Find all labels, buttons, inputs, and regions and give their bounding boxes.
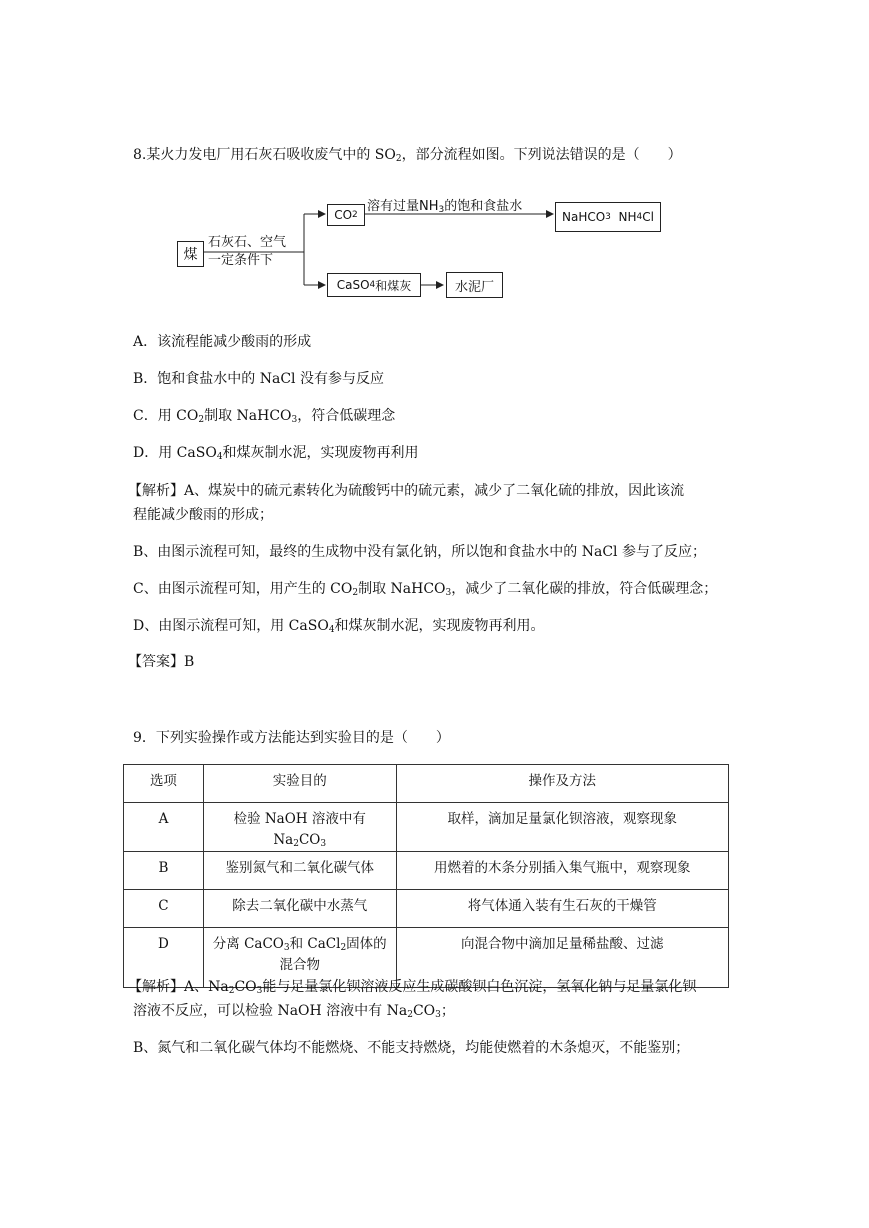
table-header-row <box>124 765 729 803</box>
product-box: NaHCO 3 NH 4 Cl <box>555 202 661 232</box>
flow-arrows <box>0 0 869 320</box>
caso4-box: CaSO 4 和煤灰 <box>327 273 421 297</box>
q8-option-b: B．饱和食盐水中的 NaCl 没有参与反应 <box>133 371 384 387</box>
co2-box: CO 2 <box>327 204 365 226</box>
row-goal: 分离 CaCO$_3$和 CaCl$_2$固体的 混合物 <box>203 928 396 988</box>
q8-analysis-a-line1: 【解析】A、煤炭中的硫元素转化为硫酸钙中的硫元素，减少了二氧化硫的排放，因此该流 <box>128 483 685 499</box>
q8-option-a: A．该流程能减少酸雨的形成 <box>133 334 312 350</box>
q9-analysis-a-line1: 【解析】A、$Na_2CO_3$能与足量氯化钡溶液反应生成碳酸钡白色沉淀，氢氧化钠与足量氯化钡 <box>128 979 697 996</box>
q8-option-d: D．用 CaSO$_4$和煤灰制水泥，实现废物再利用 <box>133 445 419 462</box>
header-goal: 实验目的 <box>203 765 396 803</box>
row-option: B <box>124 852 204 890</box>
cement-plant-box: 水泥厂 <box>446 272 503 298</box>
q8-analysis-c: C、由图示流程可知，用产生的 $CO_2$制取 NaHCO$_3$，减少了二氧化碳的排放，符合低碳理念； <box>133 581 718 598</box>
row-goal: 除去二氧化碳中水蒸气 <box>203 890 396 928</box>
table-row <box>124 803 729 852</box>
table-row <box>124 852 729 890</box>
condition-bottom-label: 一定条件下 <box>208 253 274 268</box>
row-method: 将气体通入装有生石灰的干燥管 <box>396 890 728 928</box>
header-method: 操作及方法 <box>396 765 728 803</box>
row-method: 向混合物中滴加足量稀盐酸、过滤 <box>396 928 728 988</box>
q9-stem: 9．下列实验操作或方法能达到实验目的是（ ） <box>133 730 450 746</box>
q8-analysis-b: B、由图示流程可知，最终的生成物中没有氯化钠，所以饱和食盐水中的 NaCl 参与了反应； <box>133 544 706 560</box>
q8-analysis-d: D、由图示流程可知，用 CaSO$_4$和煤灰制水泥，实现废物再利用。 <box>133 618 545 635</box>
saturated-brine-label: 溶有过量$NH_3$的饱和食盐水 <box>367 199 523 215</box>
table-row <box>124 890 729 928</box>
q9-options-table <box>123 764 729 988</box>
q9-analysis-a-line2: 溶液不反应，可以检验 NaOH 溶液中有 $Na_2CO_3$； <box>133 1003 455 1020</box>
condition-top-label: 石灰石、空气 <box>208 235 287 250</box>
q8-analysis-a-line2: 程能减少酸雨的形成； <box>133 507 273 523</box>
row-goal: 鉴别氮气和二氧化碳气体 <box>203 852 396 890</box>
q8-answer: 【答案】B <box>128 654 195 670</box>
row-option: D <box>124 928 204 988</box>
row-method: 用燃着的木条分别插入集气瓶中，观察现象 <box>396 852 728 890</box>
q9-analysis-b: B、氮气和二氧化碳气体均不能燃烧、不能支持燃烧，均能使燃着的木条熄灭，不能鉴别； <box>133 1040 690 1056</box>
coal-box: 煤 <box>177 241 204 267</box>
row-goal: 检验 NaOH 溶液中有 $Na_2CO_3$ <box>203 803 396 852</box>
row-option: C <box>124 890 204 928</box>
header-option: 选项 <box>124 765 204 803</box>
q8-option-c: C．用 $CO_2$制取 NaHCO$_3$，符合低碳理念 <box>133 408 396 425</box>
row-method: 取样，滴加足量氯化钡溶液，观察现象 <box>396 803 728 852</box>
row-option: A <box>124 803 204 852</box>
q8-stem: 8.某火力发电厂用石灰石吸收废气中的 $SO_2$，部分流程如图。下列说法错误的是（ ） <box>133 147 682 164</box>
